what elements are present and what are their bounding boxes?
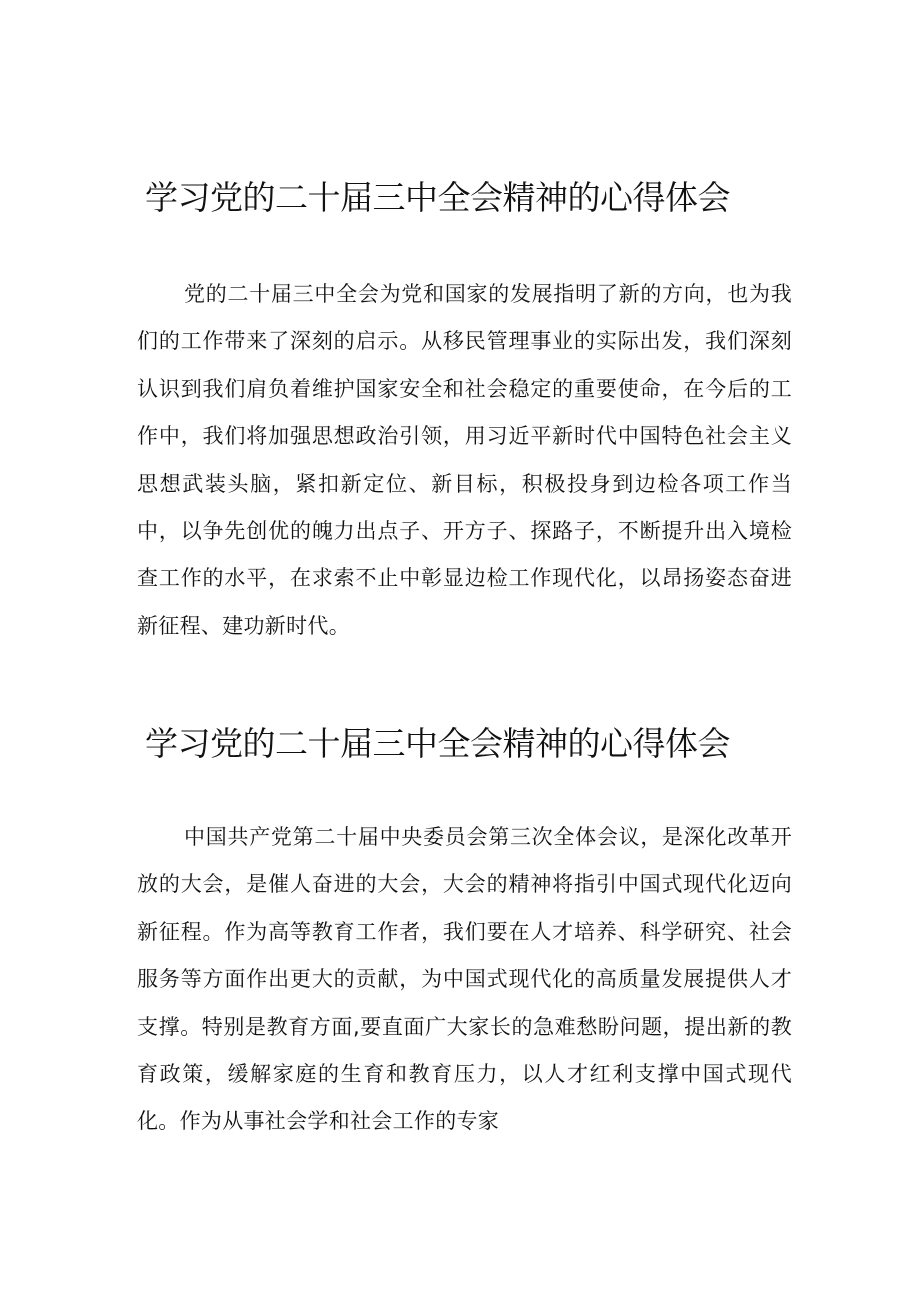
article-title-2: 学习党的二十届三中全会精神的心得体会	[145, 724, 730, 763]
article-section-2	[0, 722, 920, 1134]
article-section-1	[0, 176, 920, 638]
article-title-1: 学习党的二十届三中全会精神的心得体会	[145, 178, 730, 217]
article-body-1: 党的二十届三中全会为党和国家的发展指明了新的方向，也为我们的工作带来了深刻的启示。从移民管理事业的实际出发，我们深刻认识到我们肩负着维护国家安全和社会稳定的重要使命，在今后的工作中，我们将加强思想政治引领，用习近平新时代中国特色社会主义思想武装头脑，紧扣新定位、新目标，积极投身到边检各项工作当中，以争先创优的魄力出点子、开方子、探路子，不断提升出入境检查工作的水平，在求索不止中彰显边检工作现代化，以昂扬姿态奋进新征程、建功新时代。	[137, 282, 792, 638]
article-body-2: 中国共产党第二十届中央委员会第三次全体会议，是深化改革开放的大会，是催人奋进的大会，大会的精神将指引中国式现代化迈向新征程。作为高等教育工作者，我们要在人才培养、科学研究、社会服务等方面作出更大的贡献，为中国式现代化的高质量发展提供人才支撑。特别是教育方面,要直面广大家长的急难愁盼问题，提出新的教育政策，缓解家庭的生育和教育压力，以人才红利支撑中国式现代化。作为从事社会学和社会工作的专家	[137, 825, 792, 1134]
